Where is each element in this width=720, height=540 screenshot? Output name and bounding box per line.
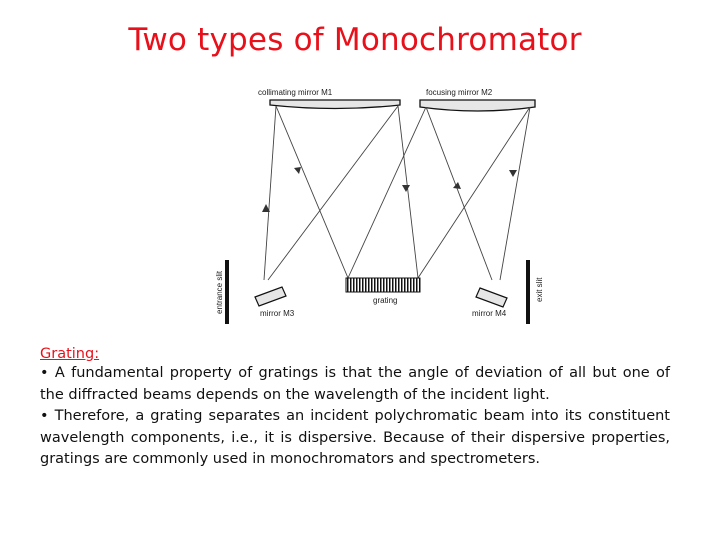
label-entrance-slit: entrance slit — [215, 270, 224, 314]
arrow-up-right — [453, 182, 461, 189]
mirror-m4 — [476, 288, 507, 307]
bullet-paragraph-2: • Therefore, a grating separates an incident polychromatic beam into its constituent wavelength components, i.e., it is dispersive. Because of their dispersive properties, gratings are commonly used in monochromators and spectrometers. — [40, 408, 670, 467]
body-text — [40, 345, 670, 471]
bullet-paragraph-1: • A fundamental property of gratings is that the angle of deviation of all but one of the diffracted beams depends on the wavelength of the incident light. — [40, 365, 670, 403]
arrow-down — [509, 170, 517, 177]
light-paths — [264, 106, 530, 280]
label-m1: collimating mirror M1 — [258, 88, 333, 97]
label-m2: focusing mirror M2 — [426, 88, 493, 97]
arrow-down-right — [402, 185, 410, 192]
exit-slit — [526, 260, 530, 324]
direction-arrows — [262, 167, 517, 212]
label-grating: grating — [373, 296, 398, 305]
slide-title: Two types of Monochromator — [128, 22, 582, 58]
label-m4: mirror M4 — [472, 309, 507, 318]
arrow-down-left — [294, 167, 301, 174]
monochromator-diagram — [200, 82, 560, 332]
collimating-mirror-m1 — [270, 100, 400, 109]
section-heading: Grating: — [40, 346, 100, 362]
entrance-slit — [225, 260, 229, 324]
focusing-mirror-m2 — [420, 100, 535, 111]
grating-element — [346, 278, 420, 292]
mirror-m3 — [255, 287, 286, 306]
label-m3: mirror M3 — [260, 309, 295, 318]
label-exit-slit: exit slit — [535, 277, 544, 302]
